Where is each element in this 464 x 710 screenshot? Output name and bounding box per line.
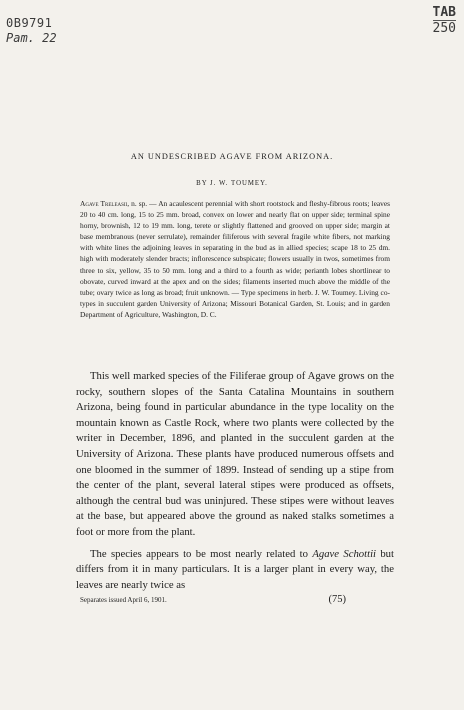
article-title: AN UNDESCRIBED AGAVE FROM ARIZONA. — [130, 152, 334, 161]
paragraph-2-end: but differs from it in many particulars. It is a larger plant in every way, the leaves are nearly twice as — [76, 547, 394, 591]
accession-number: 0B9791 — [6, 16, 53, 30]
article-body — [76, 369, 394, 593]
pamphlet-note: Pam. 22 — [6, 31, 57, 45]
issue-date-note: Separates issued April 6, 1901. — [80, 596, 167, 604]
page-footer — [80, 596, 394, 604]
library-stamp — [433, 6, 456, 36]
species-description — [80, 198, 390, 320]
paragraph-2-start: The species appears to be most nearly related to — [90, 547, 313, 560]
stamp-bottom: 250 — [432, 21, 456, 36]
paragraph-1: This well marked species of the Filiferae group of Agave grows on the rocky, southern slopes of the Santa Catalina Mountains in southern Arizona, being found in particular abundance in the type locality on the mountain known as Castle Rock, where two plants were collected by the writer in December, 1896, and planted in the succulent garden at the University of Arizona. These plants have produced numerous offsets and one bloomed in the summer of 1899. Instead of sending up a stipe from the center of the plant, several lateral stipes were produced as offsets, although the central bud was uninjured. These stipes were without leaves at the base, but appeared above the ground as naked stalks sometimes a foot or more from the plant. — [76, 370, 394, 538]
species-name: Agave Treleasii — [80, 199, 128, 208]
paragraph-2 — [76, 547, 394, 594]
page-number: (75) — [328, 594, 346, 605]
description-text: , n. sp. — An acaulescent perennial with short rootstock and fleshy-fibrous roots; leaves 20 to 40 cm. long, 15 to 25 mm. broad, convex on lower and nearly flat on upper side; terminal spine horny, brownish, 12 to 19 mm. long, terete or slightly flattened and grooved on upper side; margin at base membranous (never serrulate), remainder filiferous with several fragile white fibers, not marking with white lines the adjoining leaves in separating in the bud as in allied species; scape 18 to 25 dm. high with moderately slender bracts; inflorescence subspicate; flowers usually in twos, sometimes from three to six, yellow, 35 to 50 mm. long and a third to a fourth as wide; perianth lobes shortlinear to obovate, curved inward at the apex and on the sides; filaments inserted much above the middle of the tube; ovary twice as long as broad; fruit unknown. — Type specimens in herb. J. W. Toumey. Living co-types in succulent garden University of Arizona; Missouri Botanical Garden, St. Louis; and in garden Department of Agriculture, Washington, D. C. — [80, 199, 390, 319]
stamp-top: TAB — [432, 5, 456, 20]
species-reference: Agave Schottii — [312, 547, 377, 560]
article-byline: BY J. W. TOUMEY. — [196, 180, 268, 187]
